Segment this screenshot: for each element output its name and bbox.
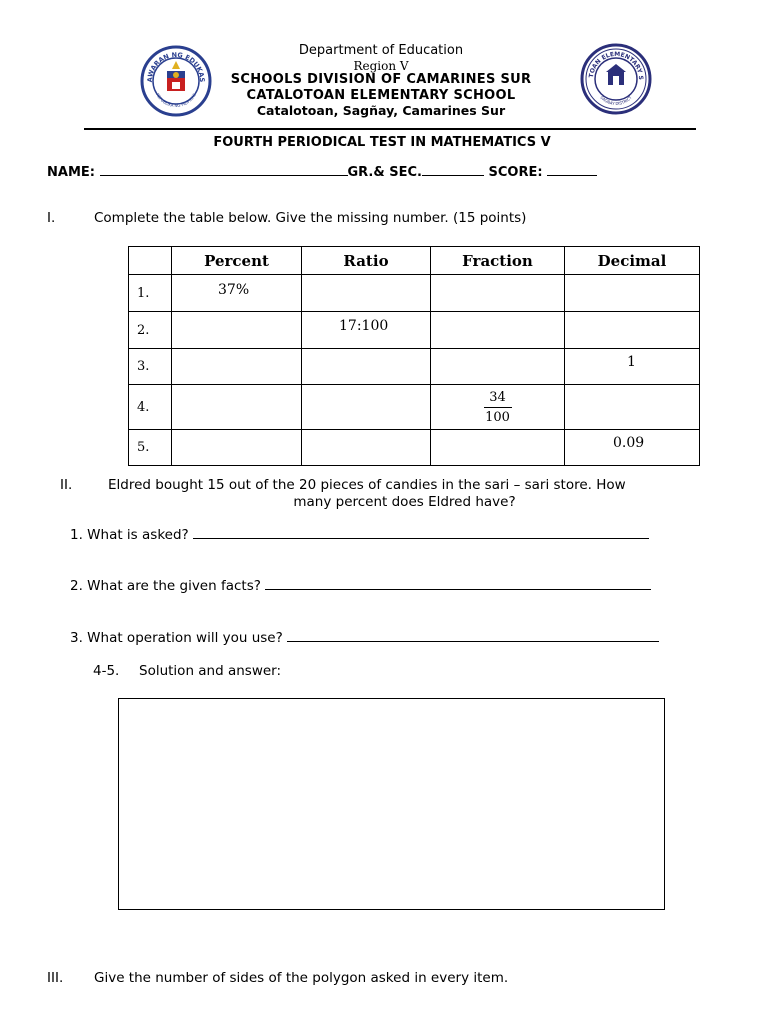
part2-numeral: II.: [60, 477, 73, 493]
question-2: [70, 578, 651, 594]
table-row: [129, 275, 700, 312]
problem-line-2: many percent does Eldred have?: [293, 494, 516, 510]
ratio-cell: 17:100: [302, 312, 431, 349]
fraction-cell[interactable]: [431, 275, 565, 312]
conversion-table: [128, 246, 700, 466]
table-row: [129, 349, 700, 385]
table-row: [129, 385, 700, 430]
fraction-cell[interactable]: [431, 430, 565, 466]
percent-cell[interactable]: [172, 430, 302, 466]
percent-cell: 37%: [172, 275, 302, 312]
score-blank[interactable]: [547, 175, 597, 176]
test-title: FOURTH PERIODICAL TEST IN MATHEMATICS V: [213, 135, 551, 150]
ratio-cell[interactable]: [302, 275, 431, 312]
row-number: 3.: [129, 349, 172, 385]
decimal-cell: 0.09: [565, 430, 700, 466]
question-2-blank[interactable]: [265, 589, 651, 590]
decimal-column-header: Decimal: [565, 247, 700, 275]
department-name: Department of Education: [298, 43, 464, 58]
question-4-5-text: Solution and answer:: [139, 663, 282, 679]
svg-text:CATALOTOAN ELEMENTARY SCHOOL: TOAN ELEMENTARY S: [587, 50, 645, 81]
ratio-column-header: Ratio: [302, 247, 431, 275]
grsec-label: GR.& SEC.: [347, 165, 422, 180]
fraction-denominator: 100: [485, 410, 510, 425]
question-3-blank[interactable]: [287, 641, 659, 642]
part3-instruction: Give the number of sides of the polygon asked in every item.: [94, 970, 509, 986]
question-1-text: 1. What is asked?: [70, 527, 189, 543]
percent-column-header: Percent: [172, 247, 302, 275]
part1-instruction: Complete the table below. Give the missing number. (15 points): [94, 210, 527, 226]
school-name: CATALOTOAN ELEMENTARY SCHOOL: [246, 88, 516, 103]
ratio-cell[interactable]: [302, 430, 431, 466]
question-1: [70, 527, 649, 543]
part1-numeral: I.: [47, 210, 56, 226]
question-3: [70, 630, 659, 646]
fraction-cell[interactable]: [431, 349, 565, 385]
fraction-cell[interactable]: [431, 312, 565, 349]
ratio-cell[interactable]: [302, 385, 431, 430]
school-address: Catalotoan, Sagñay, Camarines Sur: [256, 103, 506, 118]
score-label: SCORE:: [488, 165, 543, 180]
row-number: 1.: [129, 275, 172, 312]
question-2-text: 2. What are the given facts?: [70, 578, 261, 594]
problem-line-1: Eldred bought 15 out of the 20 pieces of candies in the sari – sari store. How: [108, 477, 626, 493]
decimal-cell[interactable]: [565, 385, 700, 430]
region-name: Region V: [353, 59, 409, 73]
question-4-5-number: 4-5.: [93, 663, 120, 679]
percent-cell[interactable]: [172, 312, 302, 349]
fraction-column-header: Fraction: [431, 247, 565, 275]
fraction-bar: [484, 407, 512, 408]
table-header-row: [129, 247, 700, 275]
fraction-cell: [431, 385, 565, 430]
decimal-cell[interactable]: [565, 275, 700, 312]
percent-cell[interactable]: [172, 385, 302, 430]
percent-cell[interactable]: [172, 349, 302, 385]
table-row: [129, 430, 700, 466]
question-3-text: 3. What operation will you use?: [70, 630, 283, 646]
name-blank[interactable]: [100, 175, 348, 176]
row-number: 4.: [129, 385, 172, 430]
student-info-line: [47, 165, 597, 180]
number-column-header: [129, 247, 172, 275]
decimal-cell: 1: [565, 349, 700, 385]
decimal-cell[interactable]: [565, 312, 700, 349]
solution-answer-box[interactable]: [118, 698, 665, 910]
grsec-blank[interactable]: [422, 175, 484, 176]
division-name: SCHOOLS DIVISION OF CAMARINES SUR: [230, 72, 532, 87]
question-1-blank[interactable]: [193, 538, 649, 539]
ratio-cell[interactable]: [302, 349, 431, 385]
svg-text:REPUBLIKA NG PILIPINAS: REPUBLIKA NG PILIPINAS: [155, 92, 197, 109]
svg-text:SAGÑAY DISTRICT: SAGÑAY DISTRICT: [599, 94, 633, 107]
school-seal-logo: [580, 43, 652, 115]
table-row: [129, 312, 700, 349]
row-number: 2.: [129, 312, 172, 349]
name-label: NAME:: [47, 165, 95, 180]
row-number: 5.: [129, 430, 172, 466]
part3-numeral: III.: [47, 970, 64, 986]
fraction-value: [484, 390, 512, 425]
svg-text:KAGAWARAN NG EDUKASYON: AWARAN NG EDUKAS: [145, 50, 207, 83]
fraction-numerator: 34: [489, 390, 506, 405]
header-divider: [84, 128, 696, 130]
